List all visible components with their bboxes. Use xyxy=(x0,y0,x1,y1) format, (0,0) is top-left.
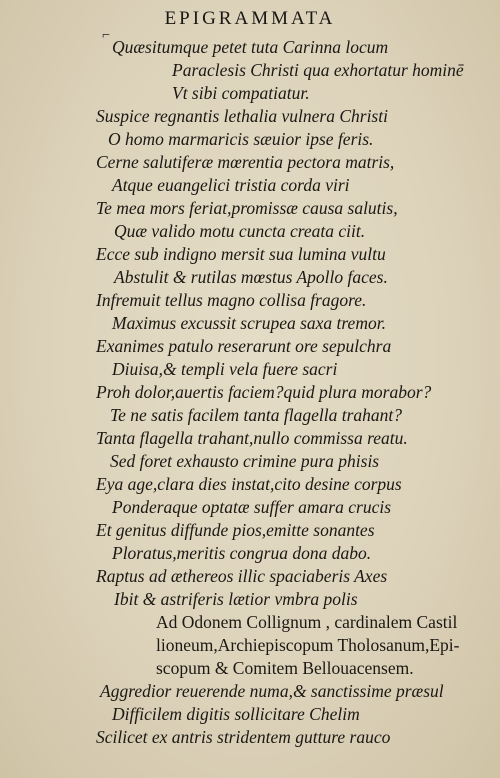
verse-line: Difficilem digitis sollicitare Chelim xyxy=(112,704,360,724)
verse-line: Raptus ad æthereos illic spaciaberis Axes xyxy=(96,566,388,586)
verse-line: Infremuit tellus magno collisa fragore. xyxy=(96,290,367,310)
verse-line: Ponderaque optatæ suffer amara crucis xyxy=(112,497,392,517)
verse-line: Proh dolor,auertis faciem?quid plura morabor? xyxy=(96,382,432,402)
verse-line: Ibit & astriferis lætior vmbra polis xyxy=(114,589,358,609)
verse-line: Te ne satis facilem tanta flagella trahant? xyxy=(110,405,402,425)
verse-line: Eya age,clara dies instat,cito desine corpus xyxy=(96,474,402,494)
verse-line: Te mea mors feriat,promissæ causa salutis, xyxy=(96,198,398,218)
dedication-line: Ad Odonem Collignum , cardinalem Castil xyxy=(156,612,458,632)
dedication-line: lioneum,Archiepiscopum Tholosanum,Epi- xyxy=(156,635,460,655)
verse-line: Ploratus,meritis congrua dona dabo. xyxy=(112,543,372,563)
verse-line: Et genitus diffunde pios,emitte sonantes xyxy=(96,520,375,540)
verse-line: Sed foret exhausto crimine pura phisis xyxy=(110,451,380,471)
verse-line: Atque euangelici tristia corda viri xyxy=(112,175,350,195)
verse-line: Ecce sub indigno mersit sua lumina vultu xyxy=(96,244,386,264)
verse-line: Diuisa,& templi vela fuere sacri xyxy=(112,359,338,379)
verse-line: Quæ valido motu cuncta creata ciit. xyxy=(114,221,366,241)
verse-line: Scilicet ex antris stridentem gutture rauco xyxy=(96,727,391,747)
verse-line: Aggredior reuerende numa,& sanctissime præsul xyxy=(100,681,444,701)
verse-line: Suspice regnantis lethalia vulnera Christi xyxy=(96,106,388,126)
verse-line: Vt sibi compatiatur. xyxy=(172,83,310,103)
verse-line: Abstulit & rutilas mœstus Apollo faces. xyxy=(114,267,388,287)
running-header: EPIGRAMMATA xyxy=(164,8,336,29)
verse-line: Cerne salutiferæ mœrentia pectora matris, xyxy=(96,152,395,172)
verse-line: Tanta flagella trahant,nullo commissa reatu. xyxy=(96,428,408,448)
dedication-line: scopum & Comitem Bellouacensem. xyxy=(156,658,414,678)
verse-line: Paraclesis Christi qua exhortatur hominē xyxy=(172,60,464,80)
printer-mark: ⌐ xyxy=(102,28,110,43)
verse-line: Quæsitumque petet tuta Carinna locum xyxy=(112,37,389,57)
verse-line: Exanimes patulo reserarunt ore sepulchra xyxy=(96,336,392,356)
verse-line: O homo marmaricis sæuior ipse feris. xyxy=(108,129,374,149)
verse-line: Maximus excussit scrupea saxa tremor. xyxy=(112,313,386,333)
